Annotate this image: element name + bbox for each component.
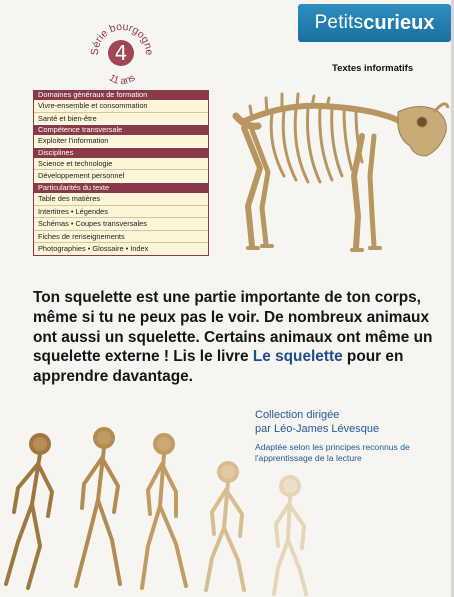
- adapted-line: Adaptée selon les principes reconnus de l'apprentissage de la lecture: [255, 442, 410, 463]
- series-badge: [86, 14, 172, 94]
- curriculum-info-table: [33, 90, 209, 256]
- section-header: Disciplines: [34, 147, 208, 158]
- section-line: Schémas • Coupes transversales: [34, 217, 208, 230]
- main-text-ending: pour en apprendre davantage.: [33, 348, 404, 386]
- section-line: Intertitres • Légendes: [34, 205, 208, 218]
- section-line: Photographies • Glossaire • Index: [34, 242, 208, 255]
- series-number: 4: [108, 40, 134, 66]
- collection-logo: [298, 4, 451, 42]
- age-label: 11 ans: [106, 72, 138, 88]
- svg-text:11 ans: [107, 73, 138, 88]
- logo-part-curieux: curieux: [363, 11, 435, 34]
- logo-part-petits: Petits: [314, 12, 364, 33]
- section-header: Domaines généraux de formation: [34, 90, 208, 100]
- book-title: Le squelette: [252, 348, 343, 366]
- section-header: Particularités du texte: [34, 182, 208, 193]
- collection-line: Collection dirigée: [255, 409, 340, 421]
- section-line: Développement personnel: [34, 169, 208, 182]
- section-lines: [34, 100, 208, 124]
- section-line: Exploiter l'information: [34, 135, 208, 147]
- section-lines: [34, 193, 208, 255]
- section-line: Table des matières: [34, 193, 208, 205]
- section-line: Vivre-ensemble et consommation: [34, 100, 208, 112]
- human-skeleton-sequence-image: [0, 408, 360, 597]
- main-text: [33, 288, 445, 387]
- category-label: Textes informatifs: [332, 63, 414, 74]
- section-lines: [34, 158, 208, 182]
- animal-skeleton-image: [222, 76, 452, 266]
- section-line: Science et technologie: [34, 158, 208, 170]
- section-lines: [34, 135, 208, 147]
- series-label: Série bourgogne: [88, 20, 156, 56]
- section-line: Santé et bien-être: [34, 112, 208, 125]
- section-header: Compétence transversale: [34, 124, 208, 135]
- director-line: par Léo-James Lévesque: [255, 423, 380, 435]
- main-text-body: Ton squelette est une partie importante de ton corps, même si tu ne peux pas le voir. De nombreux animaux ont aussi un squelette. Certains animaux ont même un squelette externe ! Lis le livre: [33, 289, 433, 366]
- section-line: Fiches de renseignements: [34, 230, 208, 243]
